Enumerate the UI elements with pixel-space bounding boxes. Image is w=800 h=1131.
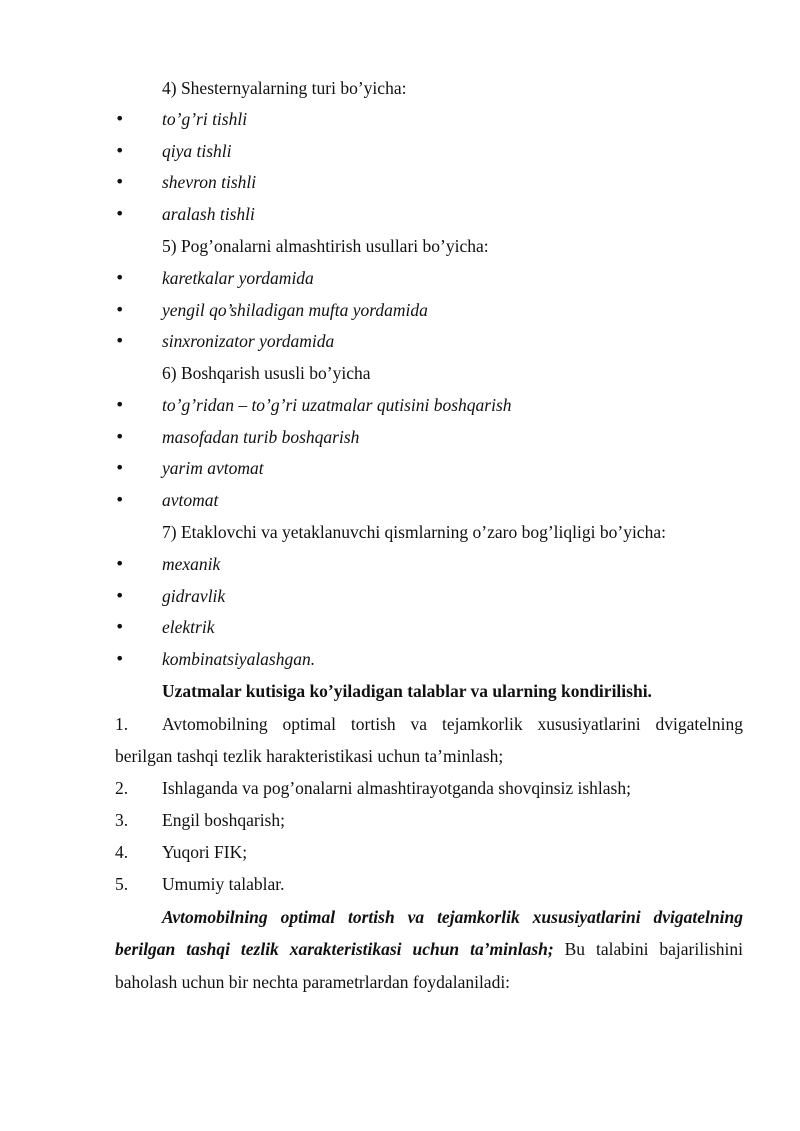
bullet-icon: •	[115, 268, 125, 287]
list-item: • aralash tishli	[115, 200, 743, 228]
list-item: • elektrik	[115, 613, 743, 641]
bullet-icon: •	[115, 300, 125, 319]
bullet-icon: •	[115, 109, 125, 128]
numbered-item	[115, 710, 743, 738]
numbered-item	[115, 806, 743, 834]
list-item: • shevron tishli	[115, 168, 743, 196]
list-item: • avtomat	[115, 486, 743, 514]
numbered-item-continuation: berilgan tashqi tezlik harakteristikasi uchun ta’minlash;	[115, 746, 504, 766]
list-item: • gidravlik	[115, 582, 743, 610]
item-text: Engil boshqarish;	[162, 810, 285, 830]
section-5-heading: 5) Pog’onalarni almashtirish usullari bo’yicha:	[162, 236, 489, 256]
item-number: 1.	[115, 714, 129, 734]
closing-paragraph-line-3: baholash uchun bir nechta parametrlardan foydalaniladi:	[115, 972, 511, 992]
item-text: Avtomobilning optimal tortish va tejamkorlik xususiyatlarini dvigatelning	[162, 714, 743, 734]
closing-paragraph-line-2: berilgan tashqi tezlik xarakteristikasi uchun ta’minlash; Bu talabini bajarilishini	[115, 939, 743, 959]
section-6-heading: 6) Boshqarish ususli bo’yicha	[162, 363, 371, 383]
bullet-icon: •	[115, 204, 125, 223]
bullet-icon: •	[115, 141, 125, 160]
bullet-icon: •	[115, 617, 125, 636]
list-item: • karetkalar yordamida	[115, 264, 743, 292]
bullet-icon: •	[115, 427, 125, 446]
list-item: • yengil qo’shiladigan mufta yordamida	[115, 296, 743, 324]
bullet-icon: •	[115, 490, 125, 509]
list-item: • sinxronizator yordamida	[115, 327, 743, 355]
list-item: • qiya tishli	[115, 137, 743, 165]
list-item: • to’g’ri tishli	[115, 105, 743, 133]
list-item: • mexanik	[115, 550, 743, 578]
item-text: Umumiy talablar.	[162, 874, 285, 894]
item-number: 4.	[115, 842, 129, 862]
bullet-icon: •	[115, 586, 125, 605]
bullet-icon: •	[115, 395, 125, 414]
closing-paragraph-line-1: Avtomobilning optimal tortish va tejamkorlik xususiyatlarini dvigatelning	[162, 907, 743, 927]
list-item: • kombinatsiyalashgan.	[115, 645, 743, 673]
bullet-icon: •	[115, 458, 125, 477]
numbered-item	[115, 870, 743, 898]
item-text: Yuqori FIK;	[162, 842, 248, 862]
item-number: 3.	[115, 810, 129, 830]
item-number: 5.	[115, 874, 129, 894]
list-item: • yarim avtomat	[115, 454, 743, 482]
bullet-icon: •	[115, 649, 125, 668]
numbered-item	[115, 838, 743, 866]
item-text: Ishlaganda va pog’onalarni almashtirayotganda shovqinsiz ishlash;	[162, 778, 631, 798]
item-number: 2.	[115, 778, 129, 798]
requirements-title: Uzatmalar kutisiga ko’yiladigan talablar va ularning kondirilishi.	[162, 681, 652, 701]
bullet-icon: •	[115, 172, 125, 191]
list-item: • to’g’ridan – to’g’ri uzatmalar qutisini boshqarish	[115, 391, 743, 419]
section-7-heading: 7) Etaklovchi va yetaklanuvchi qismlarning o’zaro bog’liqligi bo’yicha:	[162, 522, 666, 542]
section-4-heading: 4) Shesternyalarning turi bo’yicha:	[162, 78, 407, 98]
list-item: • masofadan turib boshqarish	[115, 423, 743, 451]
numbered-item	[115, 774, 743, 802]
bullet-icon: •	[115, 331, 125, 350]
bullet-icon: •	[115, 554, 125, 573]
